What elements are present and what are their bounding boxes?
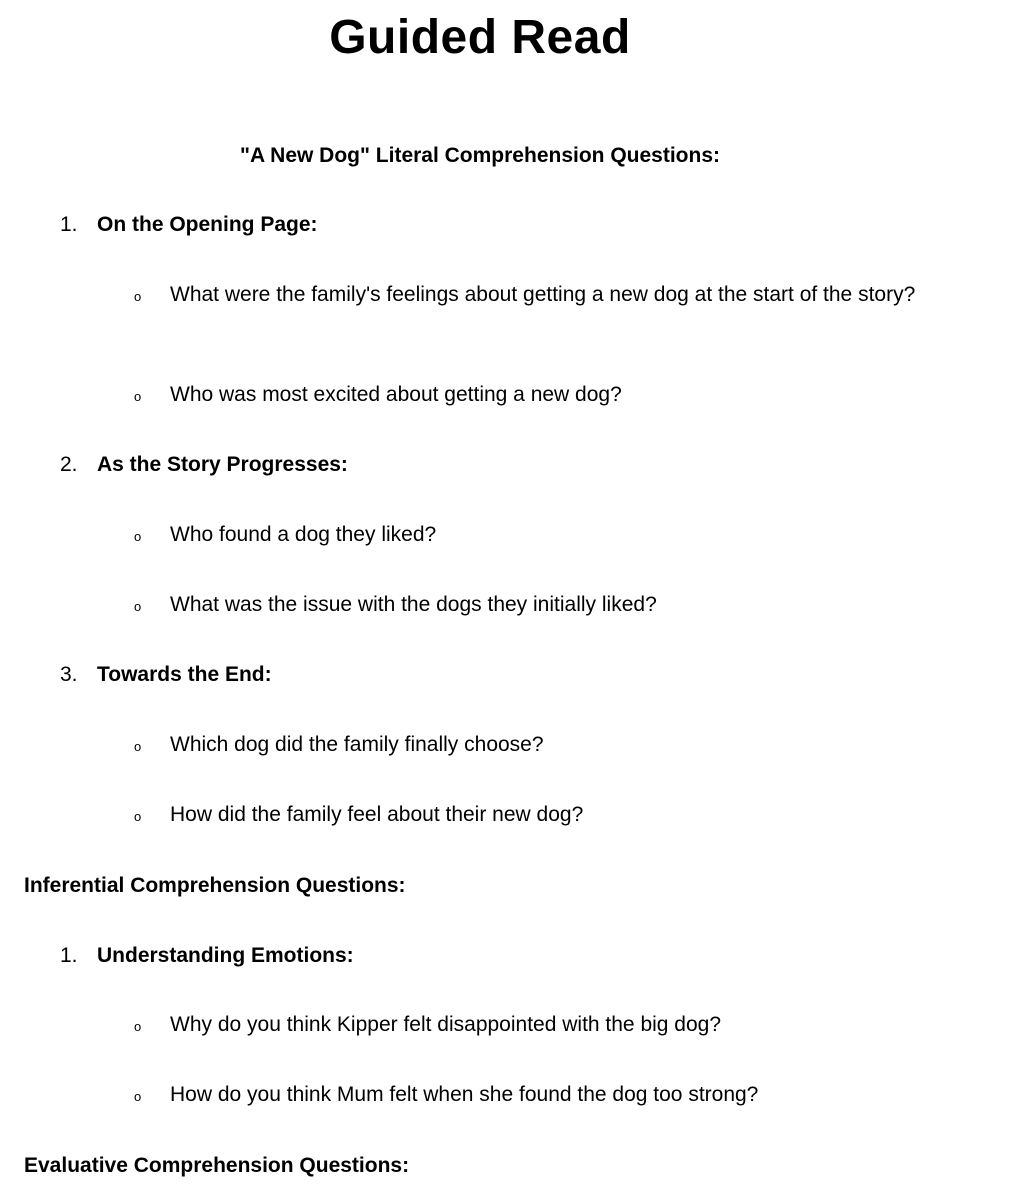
literal-item-1 [60,212,318,238]
circle-bullet-icon: o [134,1089,142,1104]
question-bullet [134,280,934,310]
item-number: 1. [60,213,78,236]
literal-item-2 [60,452,348,478]
literal-section-heading: "A New Dog" Literal Comprehension Questions: [239,144,721,167]
circle-bullet-icon: o [134,599,142,614]
circle-bullet-icon: o [134,289,142,304]
question-text: What was the issue with the dogs they initially liked? [170,593,657,616]
item-heading: As the Story Progresses: [97,453,348,476]
literal-item-3 [60,662,272,688]
question-text: Why do you think Kipper felt disappointed with the big dog? [170,1013,722,1036]
item-number: 2. [60,453,78,476]
circle-bullet-icon: o [134,1019,142,1034]
item-number: 1. [60,944,78,967]
inferential-item-1 [60,943,354,969]
page-title: Guided Read [329,11,631,64]
question-bullet [134,520,934,550]
circle-bullet-icon: o [134,529,142,544]
question-text: Who found a dog they liked? [170,523,437,546]
question-bullet [134,800,934,830]
circle-bullet-icon: o [134,739,142,754]
question-bullet [134,590,934,620]
item-heading: Towards the End: [97,663,272,686]
question-text: What were the family's feelings about getting a new dog at the start of the story? [170,283,916,306]
question-bullet [134,1080,934,1110]
evaluative-section-heading: Evaluative Comprehension Questions: [24,1154,410,1177]
circle-bullet-icon: o [134,389,142,404]
question-text: Who was most excited about getting a new dog? [170,383,622,406]
question-bullet [134,730,934,760]
question-bullet [134,1010,934,1040]
question-bullet [134,380,934,410]
item-heading: Understanding Emotions: [97,944,354,967]
question-text: How do you think Mum felt when she found the dog too strong? [170,1083,759,1106]
question-text: How did the family feel about their new dog? [170,803,584,826]
item-heading: On the Opening Page: [97,213,318,236]
question-text: Which dog did the family finally choose? [170,733,544,756]
inferential-section-heading: Inferential Comprehension Questions: [24,874,406,897]
item-number: 3. [60,663,78,686]
circle-bullet-icon: o [134,809,142,824]
